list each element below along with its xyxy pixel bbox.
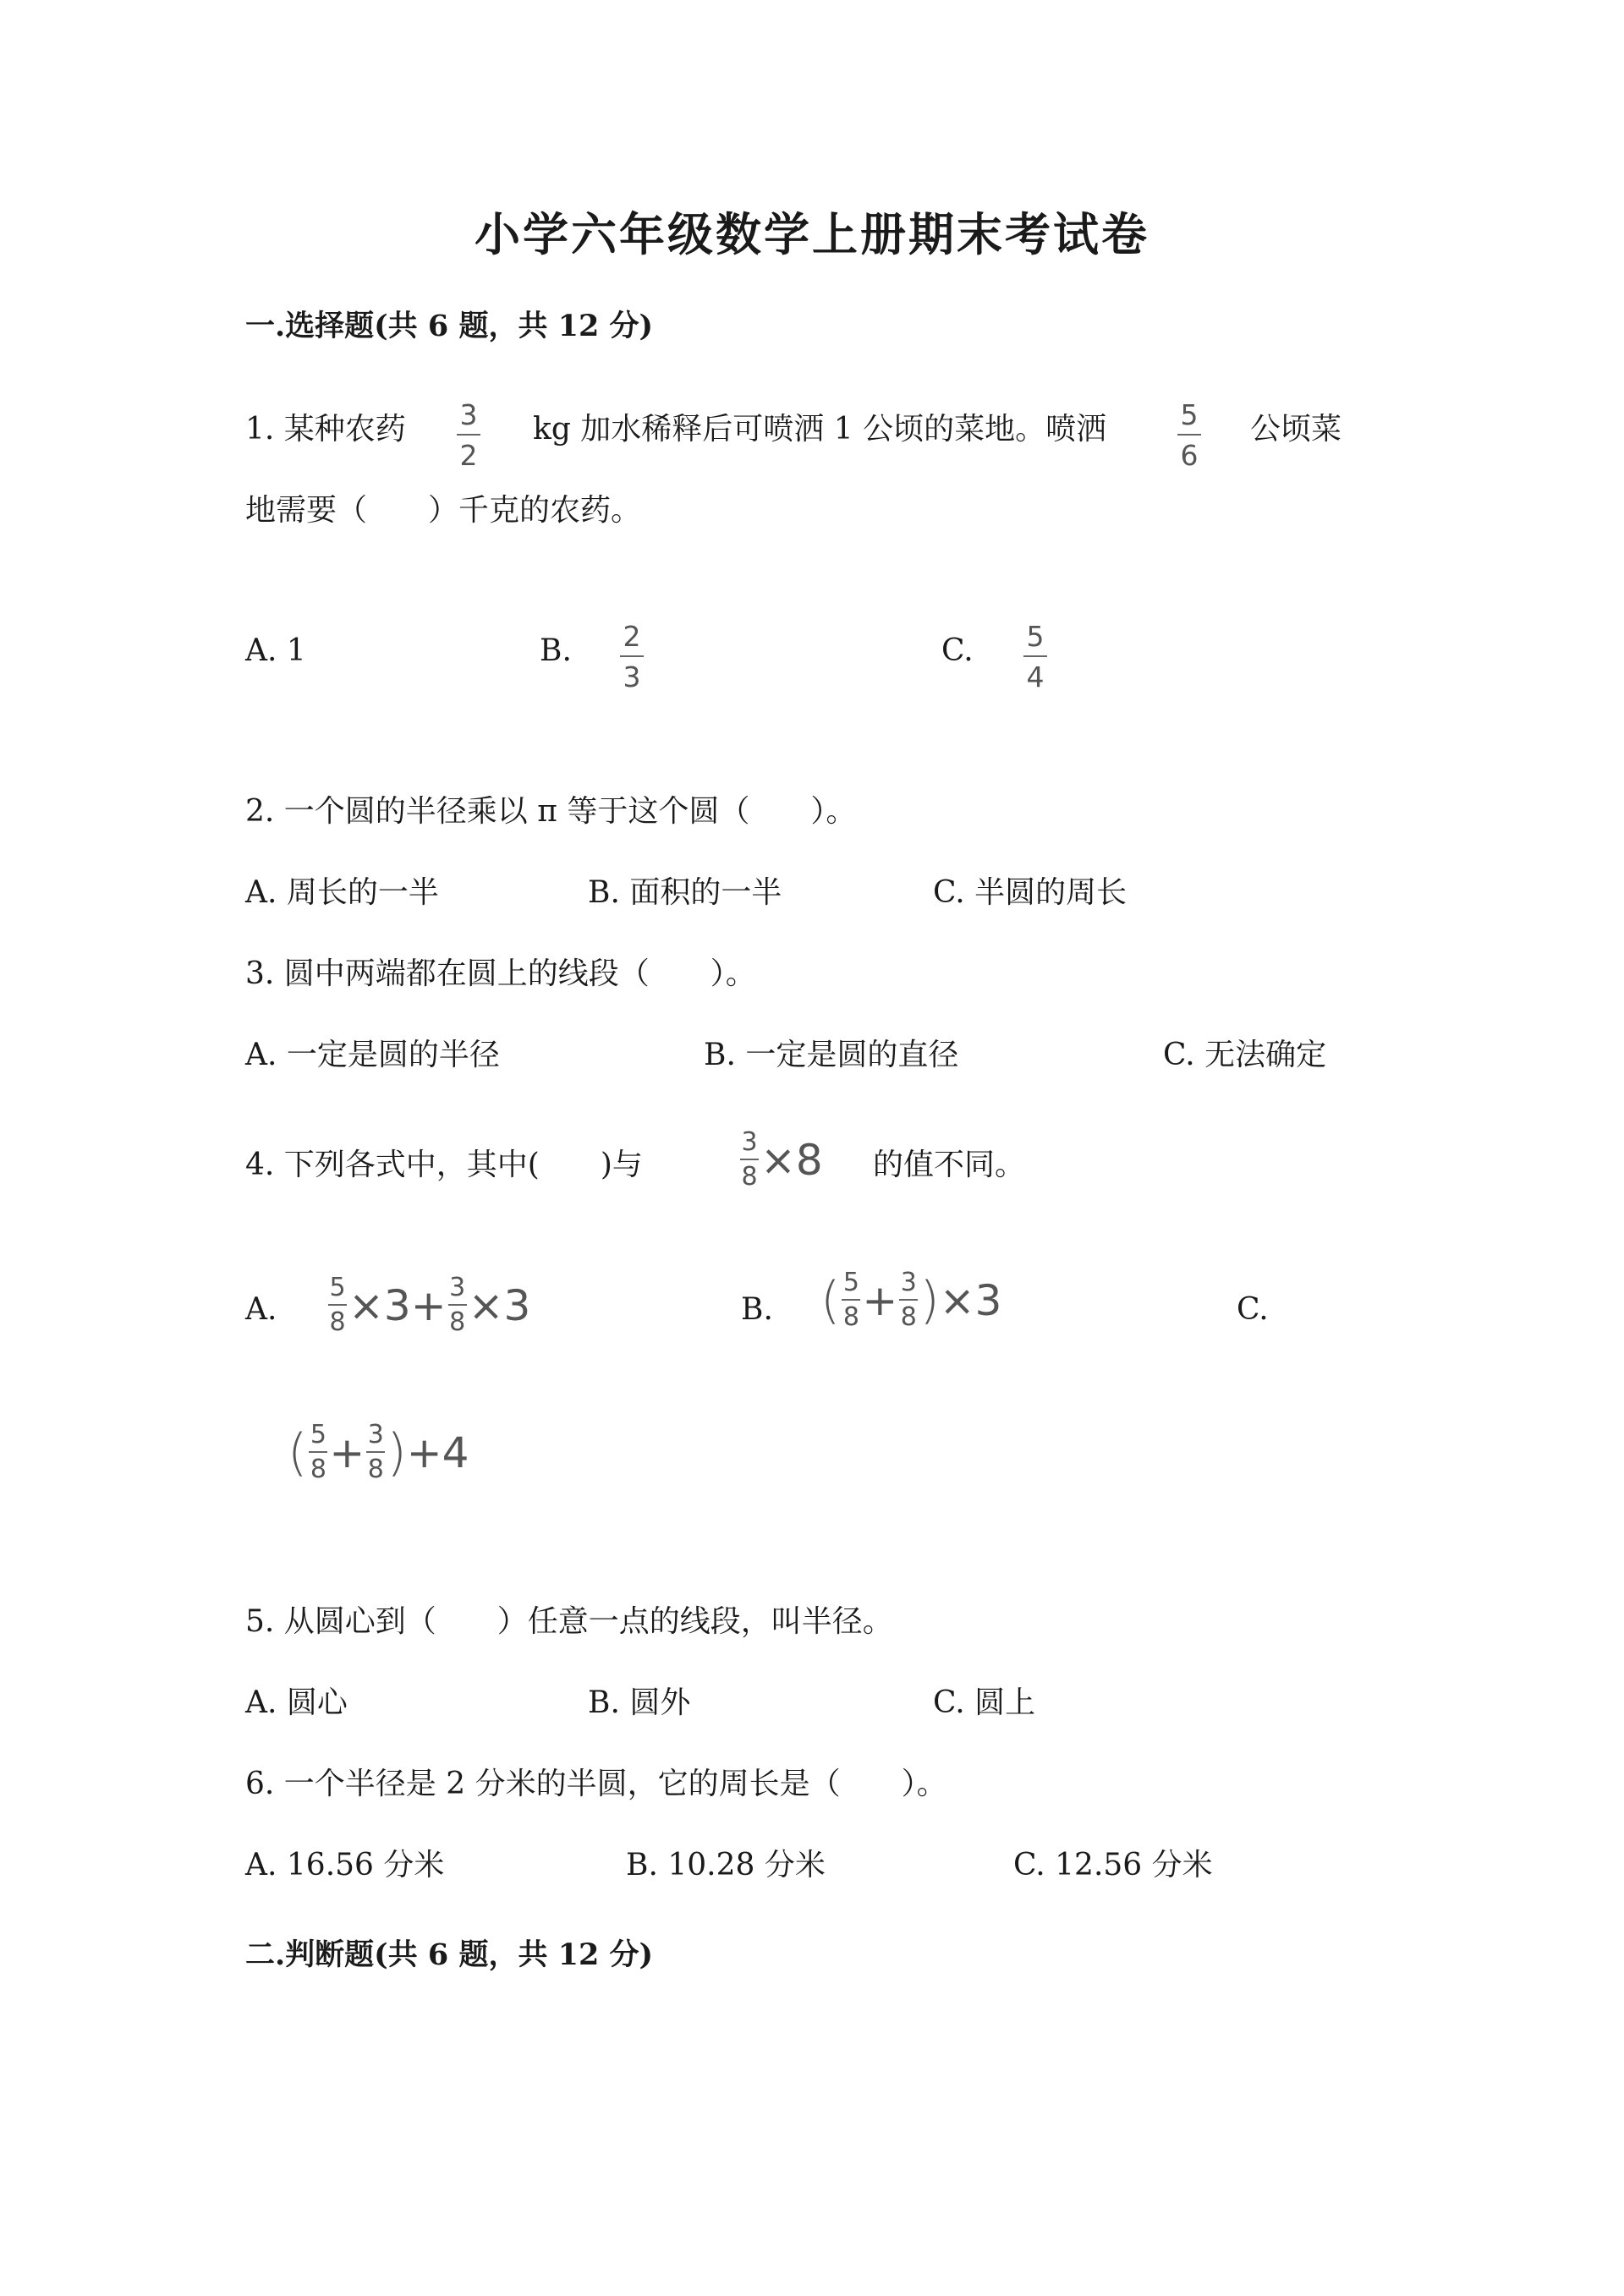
option-label: B. [741, 1292, 773, 1327]
fraction-denominator: 8 [741, 1162, 758, 1192]
question-2-option-c[interactable]: C. 半圆的周长 [933, 875, 1127, 910]
question-1-fraction-1 [457, 398, 480, 472]
question-6-option-b[interactable]: B. 10.28 分米 [626, 1848, 826, 1882]
fraction-numerator: 5 [1026, 620, 1045, 653]
expression-fraction [448, 1275, 467, 1335]
fraction-bar [842, 1299, 860, 1301]
question-2-option-a[interactable]: A. 周长的一半 [245, 875, 439, 910]
fraction-numerator: 3 [449, 1273, 466, 1302]
question-1-text-start: 1. 某种农药 [245, 412, 406, 447]
expression-paren-open: ( [288, 1422, 308, 1482]
section-heading-choice: 一.选择题(共 6 题，共 12 分) [245, 309, 654, 343]
fraction-denominator: 8 [449, 1307, 466, 1337]
fraction-bar [899, 1299, 918, 1301]
fraction-numerator: 3 [459, 398, 478, 431]
option-label: B. [540, 633, 572, 668]
expression-paren-close: ) [919, 1270, 940, 1330]
expression-fraction [899, 1270, 918, 1330]
fraction-bar [309, 1451, 327, 1453]
expression-operator: ×3+ [348, 1280, 447, 1330]
fraction-denominator: 4 [1026, 660, 1045, 693]
fraction-denominator: 2 [459, 439, 478, 472]
question-1-text-mid: kg 加水稀释后可喷洒 1 公顷的菜地。喷洒 [533, 412, 1107, 447]
question-1-text-end: 公顷菜 [1250, 412, 1342, 447]
expression-paren-close: ) [387, 1422, 407, 1482]
fraction-denominator: 8 [310, 1455, 326, 1484]
fraction-numerator: 5 [310, 1420, 326, 1449]
option-expression [326, 1275, 530, 1335]
fraction-numerator: 5 [842, 1268, 859, 1297]
expression-operator: ×3 [939, 1275, 1002, 1325]
question-4-expression [738, 1127, 823, 1192]
fraction-bar [448, 1304, 467, 1306]
question-3-option-b[interactable]: B. 一定是圆的直径 [704, 1038, 959, 1072]
expression-operator: + [862, 1275, 898, 1325]
fraction-denominator: 8 [367, 1455, 384, 1484]
question-2-text: 2. 一个圆的半径乘以 π 等于这个圆（ ）。 [245, 794, 857, 829]
fraction-numerator: 3 [900, 1268, 917, 1297]
fraction-bar [366, 1451, 385, 1453]
expression-fraction [328, 1275, 347, 1335]
fraction-numerator: 3 [741, 1127, 758, 1157]
option-fraction [620, 622, 644, 691]
expression-fraction [366, 1422, 385, 1482]
option-label: C. [941, 633, 974, 668]
expression-fraction [740, 1127, 759, 1192]
fraction-bar [457, 434, 480, 436]
fraction-denominator: 8 [842, 1302, 859, 1332]
question-3-option-c[interactable]: C. 无法确定 [1163, 1038, 1327, 1072]
expression-fraction [309, 1422, 327, 1482]
fraction-bar [328, 1304, 347, 1306]
option-expression [288, 1422, 469, 1482]
option-label: A. [245, 1292, 277, 1327]
expression-paren-open: ( [820, 1270, 841, 1330]
question-4-text-start: 4. 下列各式中，其中( )与 [245, 1148, 643, 1182]
fraction-denominator: 3 [623, 660, 641, 693]
fraction-bar [620, 655, 644, 657]
expression-operator: +4 [406, 1427, 469, 1477]
question-6-option-c[interactable]: C. 12.56 分米 [1013, 1848, 1213, 1882]
question-3-text: 3. 圆中两端都在圆上的线段（ ）。 [245, 956, 756, 991]
fraction-denominator: 8 [329, 1307, 346, 1337]
fraction-numerator: 5 [1180, 398, 1199, 431]
question-5-option-c[interactable]: C. 圆上 [933, 1685, 1036, 1720]
expression-fraction [842, 1270, 860, 1330]
question-2-option-b[interactable]: B. 面积的一半 [588, 875, 782, 910]
fraction-numerator: 3 [367, 1420, 384, 1449]
expression-rest: ×8 [760, 1135, 823, 1185]
question-1-fraction-2 [1177, 398, 1201, 472]
fraction-numerator: 2 [623, 620, 641, 653]
question-5-text: 5. 从圆心到（ ）任意一点的线段，叫半径。 [245, 1604, 893, 1639]
fraction-bar [1023, 655, 1047, 657]
question-3-option-a[interactable]: A. 一定是圆的半径 [245, 1038, 500, 1072]
question-5-option-a[interactable]: A. 圆心 [245, 1685, 348, 1720]
question-1-option-a[interactable]: A. 1 [245, 633, 306, 668]
fraction-denominator: 6 [1180, 439, 1199, 472]
question-5-option-b[interactable]: B. 圆外 [588, 1685, 691, 1720]
fraction-bar [1177, 434, 1201, 436]
fraction-bar [740, 1159, 759, 1160]
question-6-text: 6. 一个半径是 2 分米的半圆，它的周长是（ ）。 [245, 1767, 947, 1801]
option-label: C. [1237, 1292, 1269, 1327]
expression-operator: ×3 [468, 1280, 531, 1330]
question-4-text-end: 的值不同。 [873, 1148, 1026, 1182]
option-expression [820, 1270, 1001, 1330]
option-fraction [1023, 622, 1047, 691]
question-6-option-a[interactable]: A. 16.56 分米 [245, 1848, 445, 1882]
question-1-text-line2: 地需要（ ）千克的农药。 [245, 493, 642, 528]
page-title: 小学六年级数学上册期末考试卷 [475, 207, 1149, 261]
section-heading-judgment: 二.判断题(共 6 题，共 12 分) [245, 1937, 654, 1972]
expression-operator: + [329, 1427, 365, 1477]
fraction-numerator: 5 [329, 1273, 346, 1302]
fraction-denominator: 8 [900, 1302, 917, 1332]
